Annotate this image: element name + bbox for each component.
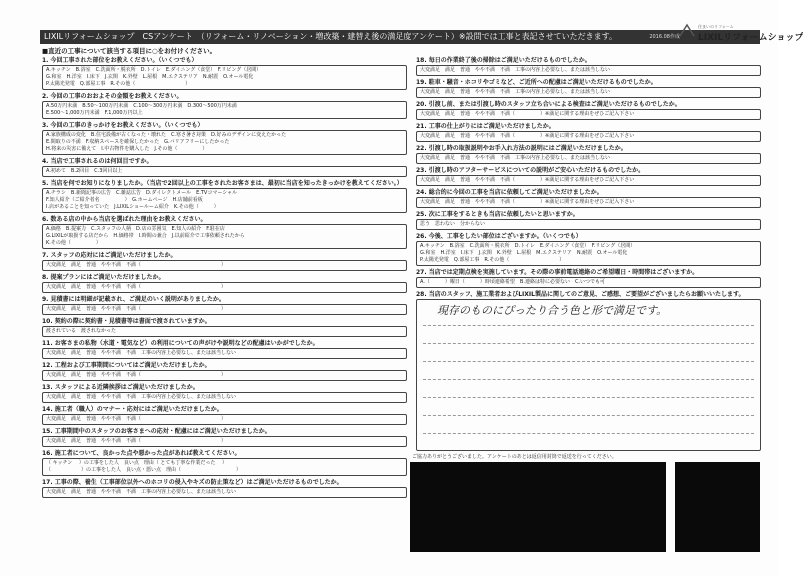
answer-options[interactable]	[42, 370, 407, 381]
option-line: E.間取りの不満 F.収納スペースを確保したかった G.バリアフリーにしたかった	[46, 139, 230, 145]
option-line: A.（ ）曜日（ ）時頃連絡希望 B.連絡は特に必要ない C.いつでも可	[420, 279, 606, 285]
question-title: 20. 引渡し前、または引渡し時のスタッフ立ち合いによる検査はご満足いただけるものでしたか。	[416, 101, 681, 108]
handwritten-comment: 現存のものにぴったり合う色と形で満足です。	[437, 304, 668, 317]
question	[42, 295, 407, 315]
answer-options[interactable]	[42, 260, 407, 271]
question-title: 11. お客さまの私物（水道・電気など）の利用についての声がけや説明などの配慮はいかがでしたか。	[42, 340, 319, 347]
question-title: 10. 契約の際に契約書・見積書等は書面で渡されていますか。	[42, 318, 211, 325]
answer-options[interactable]	[416, 87, 761, 98]
logo-mark-icon	[678, 22, 696, 40]
question	[416, 56, 761, 76]
option-line: （ ）の工事をした人 良い点・悪い点 理由（ ）	[46, 467, 242, 473]
option-line: K.その他（ ）	[46, 240, 101, 246]
answer-options[interactable]	[42, 224, 407, 249]
option-line: 大変満足 満足 普通 やや不満 不満 工事の内容上必要なし、または該当しない	[46, 350, 237, 356]
question-title: 21. 工事の仕上がりにはご満足いただけましたか。	[416, 123, 555, 130]
writing-line	[423, 398, 754, 416]
writing-line	[423, 416, 754, 434]
option-line: I.店があることを知っていた J.LIXILショールーム紹介 K.その他（ ）	[46, 204, 219, 210]
question	[416, 122, 761, 142]
question	[42, 273, 407, 293]
option-line: （ キッチン ）の工事をした人 良い点 理由（ とても丁寧な作業だった ）	[46, 460, 228, 466]
question-title: 5. 当店を何でお知りになりましたか。（当店で2回以上の工事をされたお客さまは、最初に当店を知ったきっかけを教えてください。）	[42, 180, 403, 187]
answer-options[interactable]	[416, 219, 761, 230]
option-line: 大変満足 満足 普通 やや不満 不満 工事の内容上必要なし、または該当しない	[420, 89, 611, 95]
writing-line	[423, 344, 754, 362]
left-column	[42, 56, 407, 500]
question-title: 2. 今回の工事のおおよその金額をお教えください。	[42, 93, 183, 100]
option-line: A.チラシ B.新聞記事の広告 C.雑誌広告 D.ダイレクトメール E.TVコマーシャル	[46, 190, 238, 196]
question-title: 17. 工事の際、養生（工事部位以外へのホコリの侵入やキズの防止策など）はご満足いただけるものでしたか。	[42, 479, 343, 486]
option-line: 大変満足 満足 普通 やや不満 不満（ ）※満足に関する理由をぜひご記入下さい	[420, 199, 635, 205]
right-column	[416, 56, 761, 453]
question	[42, 427, 407, 447]
question	[42, 478, 407, 498]
option-line: 大変満足 満足 普通 やや不満 不満（ ）※満足に関する理由をぜひご記入下さい	[420, 177, 635, 183]
header-bar	[40, 30, 760, 44]
question-title: 7. スタッフの応対にはご満足いただけましたか。	[42, 252, 177, 259]
option-line: 思う 思わない 分からない	[420, 221, 486, 227]
question	[42, 449, 407, 476]
answer-options[interactable]	[42, 304, 407, 315]
question-title: 23. 引渡し時のアフターサービスについての説明がご安心いただけるものでしたか。	[416, 167, 645, 174]
answer-options[interactable]	[42, 458, 407, 476]
option-line: 大変満足 満足 普通 やや不満 不満（ ）	[46, 438, 227, 444]
question	[416, 144, 761, 164]
option-line: 渡されている 渡されなかった	[46, 328, 117, 334]
option-line: 大変満足 満足 普通 やや不満 不満 工事の内容上必要なし、または該当しない	[420, 155, 611, 161]
question-title: 13. スタッフによる近隣挨拶はご満足いただけましたか。	[42, 384, 199, 391]
question	[42, 179, 407, 213]
logo-sub: 住まいのリフォーム	[698, 24, 734, 29]
answer-options[interactable]	[42, 348, 407, 359]
option-line: E.500〜1,000万円未満 F.1,000万円以上	[46, 110, 143, 116]
question	[42, 361, 407, 381]
question	[42, 121, 407, 155]
question	[42, 157, 407, 177]
option-line: A.初めて B.2回目 C.3回目以上	[46, 168, 123, 174]
option-line: 大変満足 満足 普通 やや不満 不満（ ）	[46, 262, 227, 268]
question	[42, 251, 407, 271]
answer-options[interactable]	[416, 109, 761, 120]
answer-options[interactable]	[42, 414, 407, 425]
question	[42, 383, 407, 403]
question-title: 3. 今回の工事のきっかけをお教えください。（いくつでも）	[42, 122, 204, 129]
answer-options[interactable]	[42, 282, 407, 293]
question	[42, 405, 407, 425]
question	[416, 268, 761, 288]
lixil-logo	[678, 22, 803, 43]
logo-text: LIXILリフォームショップ	[698, 33, 803, 43]
answer-options[interactable]	[416, 153, 761, 164]
question	[42, 317, 407, 337]
question-title: 16. 施工者について、良かった点や悪かった点があれば教えてください。	[42, 450, 241, 457]
option-line: 大変満足 満足 普通 やや不満 不満（ ）	[46, 416, 227, 422]
option-line: G.和室 H.洋室 I.床下 J.玄関 K.外壁 L.屋根 M.エクステリア N.耐震 O.オール電化	[46, 74, 254, 80]
option-line: 大変満足 満足 普通 やや不満 不満（ ）	[46, 372, 227, 378]
option-line: P.太陽光発電 Q.部屋工事 R.その他（ ）	[46, 81, 191, 87]
option-line: P.太陽光発電 Q.部屋工事 R.その他（ ）	[420, 257, 565, 263]
answer-options[interactable]	[42, 392, 407, 403]
writing-line	[423, 362, 754, 380]
answer-options[interactable]	[42, 487, 407, 498]
answer-options[interactable]	[42, 65, 407, 90]
option-line: 大変満足 満足 普通 やや不満 不満 工事の内容上必要なし、または該当しない	[420, 67, 611, 73]
answer-options[interactable]	[416, 65, 761, 76]
question-title: 15. 工事期間中のスタッフのお客さまへの応対・配慮にはご満足いただけましたか。	[42, 428, 271, 435]
option-line: 大変満足 満足 普通 やや不満 不満（ ）※満足に関する理由をぜひご記入下さい	[420, 133, 635, 139]
option-line: 大変満足 満足 普通 やや不満 不満 工事の内容上必要なし、または該当しない	[46, 489, 237, 495]
option-line: F.知人紹介（ご紹介者名 ） G.ホームページ H.店舗前看板	[46, 197, 203, 203]
answer-options[interactable]	[42, 188, 407, 213]
writing-line	[423, 326, 754, 344]
option-line: A.価格 B.提案力 C.スタッフの人柄 D.店の雰囲気 E.知人の紹介 F.駐在店	[46, 226, 225, 232]
option-line: A.50万円未満 B.50〜100万円未満 C.100〜300万円未満 D.300〜500万円未満	[46, 103, 237, 109]
question-title: 1. 今回工事された部位をお教えください。（いくつでも）	[42, 57, 198, 64]
question-title: 26. 今後、工事をしたい部位はございますか。（いくつでも）	[416, 233, 582, 240]
form-date: 2016.08作成	[649, 34, 680, 40]
answer-options[interactable]	[416, 197, 761, 208]
writing-line	[423, 380, 754, 398]
question-title: 28. 当店のスタッフ、施工業者およびLIXIL製品に関してのご意見、ご感想、ご要望がございましたらお願いいたします。	[416, 291, 745, 298]
option-line: A.キッチン B.浴室 C.洗面所・脱衣所 D.トイレ E.ダイニング（食堂） F.リビング（居間）	[420, 243, 636, 249]
question	[416, 232, 761, 266]
question	[42, 56, 407, 90]
option-line: A.家族構成の変化 B.住宅設備が古くなった・壊れた C.寒さ暑さ対策 D.好みのデザインに変えたかった	[46, 132, 287, 138]
question	[416, 166, 761, 186]
question-title: 8. 提案プランにはご満足いただけましたか。	[42, 274, 165, 281]
answer-options[interactable]	[42, 326, 407, 337]
question-title: 4. 当店で工事されるのは何回目ですか。	[42, 158, 153, 165]
answer-options[interactable]	[42, 436, 407, 447]
option-line: 大変満足 満足 普通 やや不満 不満（ ）※満足に関する理由をぜひご記入下さい	[420, 111, 635, 117]
answer-options[interactable]	[416, 277, 761, 288]
answer-options[interactable]	[416, 175, 761, 186]
answer-options[interactable]	[42, 130, 407, 155]
intro-text: ■直近の工事について該当する項目に○をお付けください。	[42, 47, 217, 55]
question-title: 6. 数ある店の中から当店を選ばれた理由をお教えください。	[42, 216, 207, 223]
answer-options[interactable]	[416, 241, 761, 266]
footnote: ご協力ありがとうございました。アンケートのあとは返信用封筒で返送を行ってください。	[412, 454, 617, 460]
survey-title: LIXILリフォームショップ CSアンケート （リフォーム・リノベーション・増改築・建替え後の満足度アンケート）※設問では工事と表記させていただきます。	[44, 32, 617, 41]
answer-options[interactable]	[416, 131, 761, 142]
question-title: 18. 毎日の作業終了後の掃除はご満足いただけるものでしたか。	[416, 57, 591, 64]
question-title: 22. 引渡し時の取扱説明やお手入れ方法の説明にはご満足いただけましたか。	[416, 145, 627, 152]
answer-options[interactable]	[42, 101, 407, 119]
question-title: 24. 総合的に今回の工事を当店に依頼してご満足いただけましたか。	[416, 189, 603, 196]
question-title: 27. 当店では定期点検を実施しています。その際の事前電話連絡のご希望曜日・時間帯はございますか。	[416, 269, 699, 276]
question	[416, 290, 761, 451]
question	[416, 78, 761, 98]
option-line: 大変満足 満足 普通 やや不満 不満 工事の内容上必要なし、または該当しない	[46, 394, 237, 400]
question-title: 25. 次に工事をするときも当店に依頼したいと思いますか。	[416, 211, 579, 218]
option-line: G.和室 H.洋室 I.床下 J.玄関 K.外壁 L.屋根 M.エクステリア N.耐震 O.オール電化	[420, 250, 628, 256]
option-line: 大変満足 満足 普通 やや不満 不満（ ）	[46, 284, 227, 290]
question	[416, 188, 761, 208]
redacted-block	[410, 462, 666, 552]
option-line: G.LIXILが取扱する店だから H.価格帯 I.時間の兼合 J.以前紹介で工事依頼されたから	[46, 233, 245, 239]
comment-box[interactable]	[416, 299, 761, 451]
option-line: 大変満足 満足 普通 やや不満 不満（ ）	[46, 306, 227, 312]
question-title: 14. 施工者（職人）のマナー・応対にはご満足いただけましたか。	[42, 406, 223, 413]
question-title: 9. 見積書には明細が記載され、ご満足のいく説明がありましたか。	[42, 296, 225, 303]
question	[42, 339, 407, 359]
question	[42, 215, 407, 249]
question	[42, 92, 407, 119]
answer-options[interactable]	[42, 166, 407, 177]
question-title: 12. 工程および工事期間についてはご満足いただけましたか。	[42, 362, 211, 369]
redacted-block	[675, 462, 760, 552]
option-line: A.キッチン B.浴室 C.洗面所・脱衣所 D.トイレ E.ダイニング（食堂） F.リビング（居間）	[46, 67, 262, 73]
question	[416, 210, 761, 230]
question-title: 19. 駐車・騒音・ホコリやゴミなど、ご近所への配慮はご満足いただけるものでしたか。	[416, 79, 657, 86]
option-line: H.将来の災害に備えて I.中古物件を購入した J.その他（ ）	[46, 146, 208, 152]
question	[416, 100, 761, 120]
